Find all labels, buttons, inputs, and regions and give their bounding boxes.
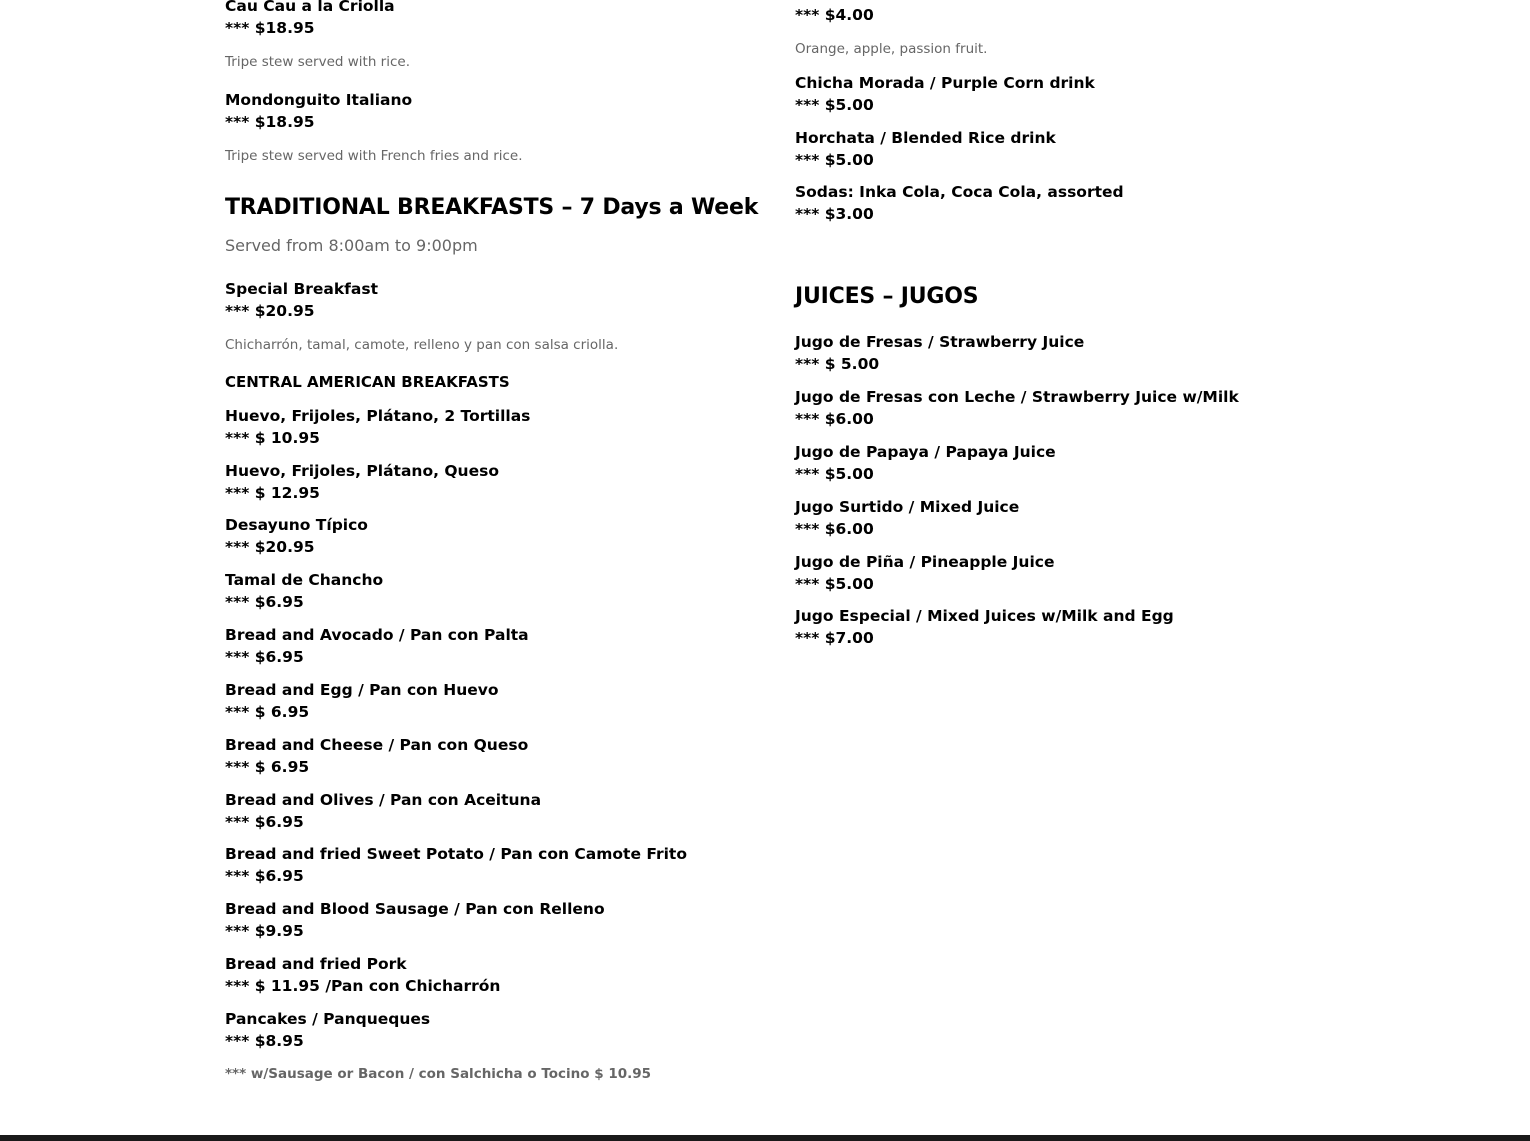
item-name: Pancakes / Panqueques: [225, 1010, 431, 1028]
item-name: Bread and Cheese / Pan con Queso: [225, 736, 529, 754]
item-price: *** $8.95: [225, 1032, 304, 1050]
item-price: *** $ 11.95 /Pan con Chicharrón: [225, 977, 501, 995]
menu-item-drink: [795, 72, 1095, 116]
item-name: Desayuno Típico: [225, 516, 368, 534]
item-name: Jugo de Piña / Pineapple Juice: [795, 553, 1055, 571]
menu-item-top: [795, 4, 874, 26]
item-name: Cau Cau a la Criolla: [225, 0, 395, 15]
item-name: Jugo de Fresas / Strawberry Juice: [795, 333, 1085, 351]
item-price: *** $20.95: [225, 302, 315, 320]
item-price: *** $5.00: [795, 465, 874, 483]
menu-item: [225, 569, 383, 613]
item-description: Tripe stew served with rice.: [225, 54, 410, 70]
item-price: *** $ 6.95: [225, 758, 310, 776]
item-price: *** $6.95: [225, 648, 304, 666]
item-price: *** $6.95: [225, 593, 304, 611]
item-price: *** $ 12.95: [225, 484, 320, 502]
item-price: *** $6.95: [225, 867, 304, 885]
item-name: Special Breakfast: [225, 280, 379, 298]
item-price: *** $9.95: [225, 922, 304, 940]
menu-item: [225, 460, 499, 504]
item-name: Tamal de Chancho: [225, 571, 384, 589]
item-description: Tripe stew served with French fries and rice.: [225, 148, 523, 164]
item-price: *** $6.00: [795, 410, 874, 428]
menu-item: [225, 624, 529, 668]
item-description: Orange, apple, passion fruit.: [795, 41, 988, 57]
breakfast-section-title: TRADITIONAL BREAKFASTS – 7 Days a Week: [225, 195, 759, 220]
menu-item: [225, 789, 541, 833]
item-price: *** $5.00: [795, 96, 874, 114]
item-name: Huevo, Frijoles, Plátano, Queso: [225, 462, 499, 480]
item-price: *** $7.00: [795, 629, 874, 647]
item-name: Jugo Especial / Mixed Juices w/Milk and Egg: [795, 607, 1174, 625]
item-name: Jugo de Papaya / Papaya Juice: [795, 443, 1056, 461]
item-name: Mondonguito Italiano: [225, 91, 413, 109]
footer-divider-bar: [0, 1135, 1530, 1141]
menu-item-juice: [795, 441, 1056, 485]
item-price: *** $ 10.95: [225, 429, 320, 447]
menu-item-juice: [795, 386, 1239, 430]
item-name: Bread and fried Pork: [225, 955, 407, 973]
menu-item-drink: [795, 181, 1124, 225]
item-price: *** $18.95: [225, 113, 315, 131]
item-price: *** $6.00: [795, 520, 874, 538]
menu-item: [225, 898, 605, 942]
item-price: *** $18.95: [225, 19, 315, 37]
item-name: Chicha Morada / Purple Corn drink: [795, 74, 1095, 92]
menu-item-juice: [795, 551, 1054, 595]
item-name: Bread and Avocado / Pan con Palta: [225, 626, 529, 644]
item-name: Bread and Egg / Pan con Huevo: [225, 681, 499, 699]
menu-item: [225, 514, 368, 558]
item-price: *** $4.00: [795, 6, 874, 24]
item-price: *** $ 6.95: [225, 703, 310, 721]
item-name: Jugo Surtido / Mixed Juice: [795, 498, 1020, 516]
menu-item-juice: [795, 605, 1174, 649]
menu-item-drink: [795, 127, 1056, 171]
item-price: *** $6.95: [225, 813, 304, 831]
item-name: Bread and Olives / Pan con Aceituna: [225, 791, 542, 809]
central-american-title: CENTRAL AMERICAN BREAKFASTS: [225, 373, 510, 391]
breakfast-hours: Served from 8:00am to 9:00pm: [225, 236, 478, 255]
item-description: Chicharrón, tamal, camote, relleno y pan con salsa criolla.: [225, 337, 619, 353]
menu-item: [225, 1008, 430, 1052]
item-name: Sodas: Inka Cola, Coca Cola, assorted: [795, 183, 1124, 201]
menu-item: [225, 953, 500, 997]
item-name: Bread and fried Sweet Potato / Pan con Camote Frito: [225, 845, 687, 863]
item-price: *** $5.00: [795, 575, 874, 593]
item-name: Horchata / Blended Rice drink: [795, 129, 1056, 147]
juices-section-title: JUICES – JUGOS: [795, 284, 979, 309]
menu-item: [225, 679, 499, 723]
menu-item: [225, 405, 530, 449]
item-price: *** $3.00: [795, 205, 874, 223]
pancake-note: *** w/Sausage or Bacon / con Salchicha o Tocino $ 10.95: [225, 1066, 652, 1082]
item-price: *** $ 5.00: [795, 355, 880, 373]
menu-item: [225, 843, 687, 887]
item-price: *** $5.00: [795, 151, 874, 169]
menu-item-mondonguito: [225, 89, 412, 133]
menu-item-juice: [795, 496, 1019, 540]
menu-item-special-breakfast: [225, 278, 378, 322]
item-price: *** $20.95: [225, 538, 315, 556]
menu-item: [225, 734, 528, 778]
menu-item-juice: [795, 331, 1084, 375]
menu-item-cau-cau: [225, 0, 395, 39]
item-name: Jugo de Fresas con Leche / Strawberry Juice w/Milk: [795, 388, 1239, 406]
item-name: Bread and Blood Sausage / Pan con Relleno: [225, 900, 605, 918]
item-name: Huevo, Frijoles, Plátano, 2 Tortillas: [225, 407, 531, 425]
